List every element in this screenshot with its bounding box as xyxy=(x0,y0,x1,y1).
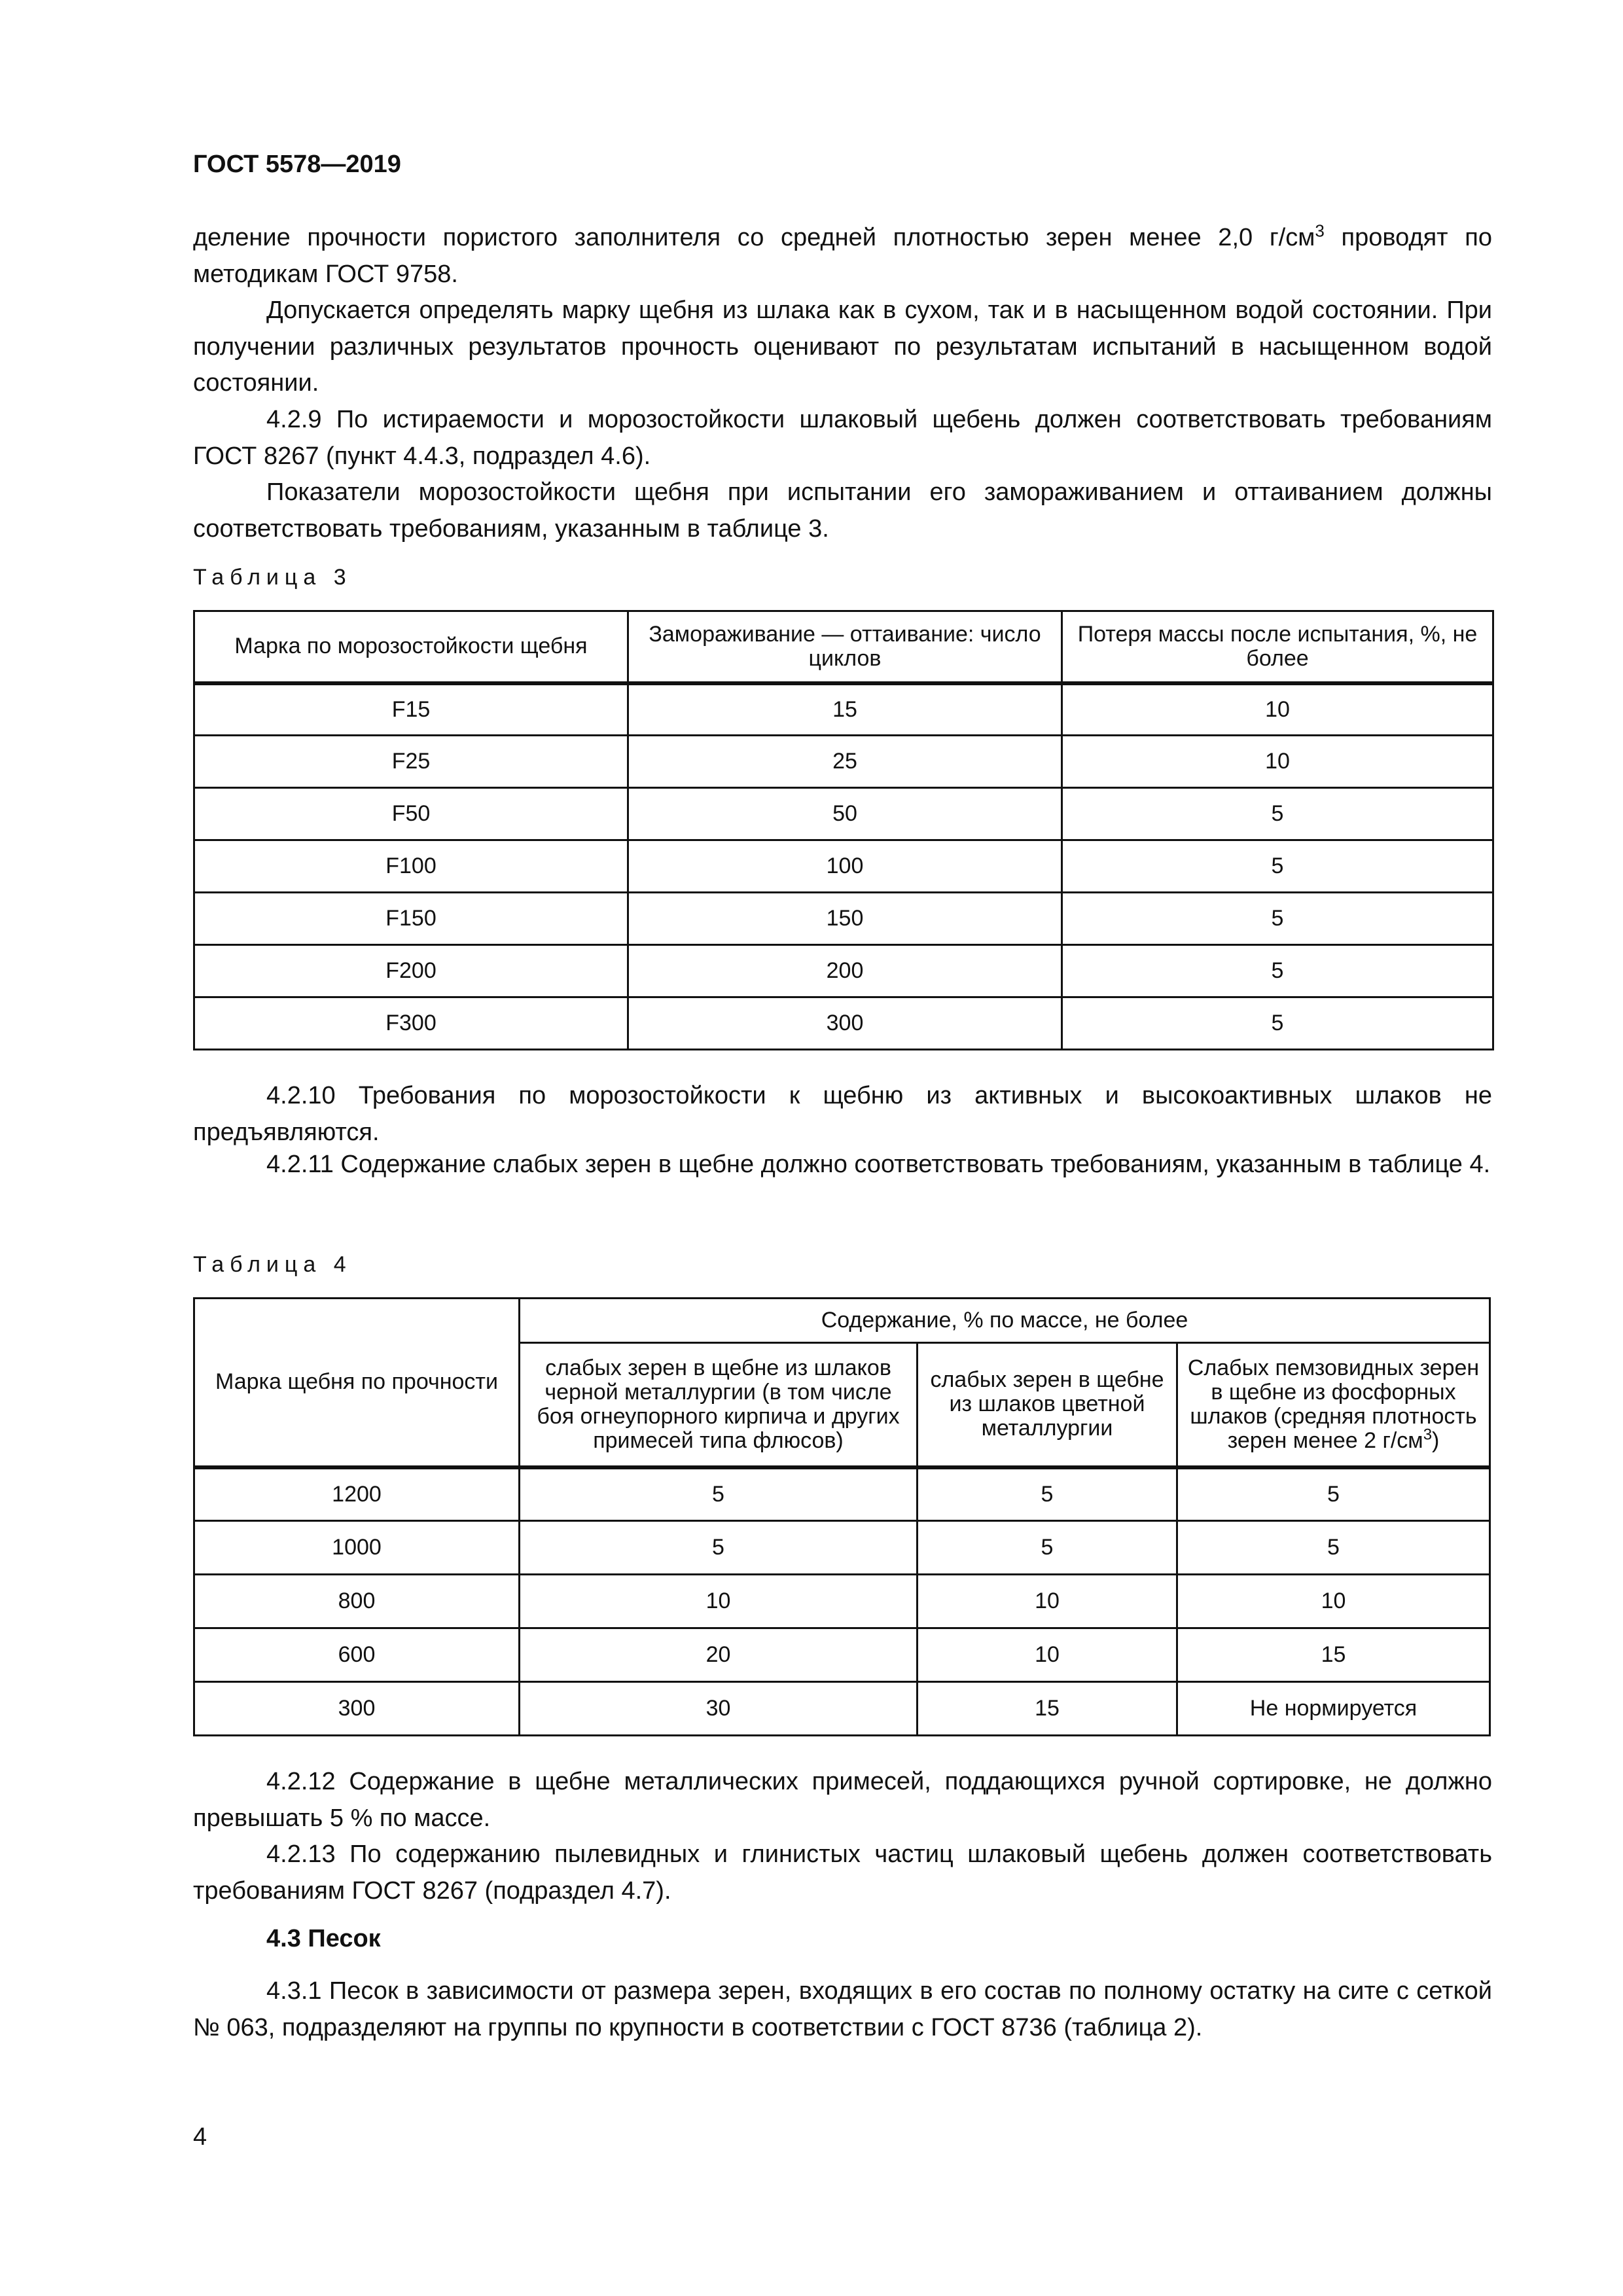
table-cell: 5 xyxy=(1062,997,1493,1050)
paragraph-4-2-11: 4.2.11 Содержание слабых зерен в щебне должно соответствовать требованиям, указанным в таблице 4. xyxy=(266,1151,1491,1178)
column-header-grade: Марка щебня по прочности xyxy=(194,1299,520,1467)
paragraph-4-2-9: 4.2.9 По истираемости и морозостойкости шлаковый щебень должен соответствовать требованиям ГОСТ 8267 (пункт 4.4.3, подраздел 4.6). xyxy=(193,406,1492,470)
table-cell: F300 xyxy=(194,997,628,1050)
table-row xyxy=(194,1628,1490,1682)
table-cell: 50 xyxy=(628,788,1062,840)
table-header-row xyxy=(194,611,1493,683)
table-row xyxy=(194,683,1493,736)
column-header: Замораживание — оттаивание: число циклов xyxy=(628,611,1062,683)
table-cell: Не нормируется xyxy=(1177,1682,1490,1736)
table-cell: F100 xyxy=(194,840,628,893)
table-cell: 5 xyxy=(1177,1521,1490,1575)
header-text: ) xyxy=(1432,1427,1440,1453)
table-cell: F150 xyxy=(194,893,628,945)
table-4-caption: Таблица 4 xyxy=(193,1252,352,1277)
table-cell: 800 xyxy=(194,1575,520,1628)
document-code-header: ГОСТ 5578—2019 xyxy=(193,151,401,178)
table-cell: 10 xyxy=(1062,683,1493,736)
table-row xyxy=(194,997,1493,1050)
table-row xyxy=(194,893,1493,945)
table-cell: 15 xyxy=(1177,1628,1490,1682)
table-cell: 200 xyxy=(628,945,1062,997)
table-row xyxy=(194,1682,1490,1736)
table-cell: 10 xyxy=(1177,1575,1490,1628)
column-header xyxy=(1177,1343,1490,1467)
header-text: Слабых пемзовидных зерен в щебне из фосфорных шлаков (средняя плотность зерен менее 2 г/см xyxy=(1187,1355,1480,1453)
table-row xyxy=(194,945,1493,997)
table-cell: 5 xyxy=(520,1521,918,1575)
table-header-row xyxy=(194,1299,1490,1343)
table-row xyxy=(194,1575,1490,1628)
table-cell: 15 xyxy=(628,683,1062,736)
table-cell: F25 xyxy=(194,736,628,788)
table-row xyxy=(194,840,1493,893)
table-cell: 10 xyxy=(1062,736,1493,788)
table-cell: 10 xyxy=(918,1575,1177,1628)
column-header: Потеря массы после испытания, %, не более xyxy=(1062,611,1493,683)
table-row xyxy=(194,736,1493,788)
table-cell: F50 xyxy=(194,788,628,840)
table-cell: 100 xyxy=(628,840,1062,893)
table-cell: 5 xyxy=(1062,840,1493,893)
table-cell: 1000 xyxy=(194,1521,520,1575)
table-cell: 30 xyxy=(520,1682,918,1736)
table-cell: 20 xyxy=(520,1628,918,1682)
column-header: Марка по морозостойкости щебня xyxy=(194,611,628,683)
paragraph-text: проводят по методикам ГОСТ 9758. xyxy=(193,224,1492,288)
table-cell: 5 xyxy=(918,1521,1177,1575)
paragraph-4-3-1: 4.3.1 Песок в зависимости от размера зерен, входящих в его состав по полному остатку на сите с сеткой № 063, подразделяют на группы по крупности в соответствии с ГОСТ 8736 (таблица 2). xyxy=(193,1977,1492,2041)
paragraph: Показатели морозостойкости щебня при испытании его замораживанием и оттаиванием должны соответствовать требованиям, указанным в таблице 3. xyxy=(193,478,1492,543)
table-row xyxy=(194,1467,1490,1521)
table-3 xyxy=(193,610,1494,1050)
paragraph: Допускается определять марку щебня из шлака как в сухом, так и в насыщенном водой состоянии. При получении различных результатов прочность оценивают по результатам испытаний в насыщенном водой состоянии. xyxy=(193,296,1492,397)
table-cell: 5 xyxy=(1177,1467,1490,1521)
column-group-header: Содержание, % по массе, не более xyxy=(520,1299,1490,1343)
table-cell: F15 xyxy=(194,683,628,736)
paragraph-4-2-13: 4.2.13 По содержанию пылевидных и глинистых частиц шлаковый щебень должен соответствовать требованиям ГОСТ 8267 (подраздел 4.7). xyxy=(193,1840,1492,1905)
table-cell: 5 xyxy=(1062,893,1493,945)
paragraph-continuation xyxy=(193,220,1492,293)
table-row xyxy=(194,788,1493,840)
page-number: 4 xyxy=(193,2123,207,2151)
paragraph-4-2-12: 4.2.12 Содержание в щебне металлических примесей, поддающихся ручной сортировке, не должно превышать 5 % по массе. xyxy=(193,1768,1492,1832)
paragraph-4-2-10: 4.2.10 Требования по морозостойкости к щебню из активных и высокоактивных шлаков не предъявляются. xyxy=(193,1082,1492,1146)
table-cell: 5 xyxy=(520,1467,918,1521)
column-header: слабых зерен в щебне из шлаков черной металлургии (в том числе боя огнеупорного кирпича и других примесей типа флюсов) xyxy=(520,1343,918,1467)
table-cell: 10 xyxy=(520,1575,918,1628)
table-cell: 300 xyxy=(628,997,1062,1050)
table-cell: 5 xyxy=(1062,945,1493,997)
table-cell: 15 xyxy=(918,1682,1177,1736)
table-cell: 10 xyxy=(918,1628,1177,1682)
table-row xyxy=(194,1521,1490,1575)
table-cell: 1200 xyxy=(194,1467,520,1521)
table-cell: 25 xyxy=(628,736,1062,788)
column-header: слабых зерен в щебне из шлаков цветной металлургии xyxy=(918,1343,1177,1467)
table-4 xyxy=(193,1297,1491,1736)
table-cell: 150 xyxy=(628,893,1062,945)
section-heading: 4.3 Песок xyxy=(266,1925,381,1952)
table-cell: 5 xyxy=(1062,788,1493,840)
paragraph-text: деление прочности пористого заполнителя со средней плотностью зерен менее 2,0 г/см xyxy=(193,224,1315,251)
table-3-caption: Таблица 3 xyxy=(193,565,352,590)
table-cell: 5 xyxy=(918,1467,1177,1521)
superscript: 3 xyxy=(1315,221,1325,241)
table-cell: 600 xyxy=(194,1628,520,1682)
table-cell: 300 xyxy=(194,1682,520,1736)
table-cell: F200 xyxy=(194,945,628,997)
superscript: 3 xyxy=(1423,1426,1433,1444)
